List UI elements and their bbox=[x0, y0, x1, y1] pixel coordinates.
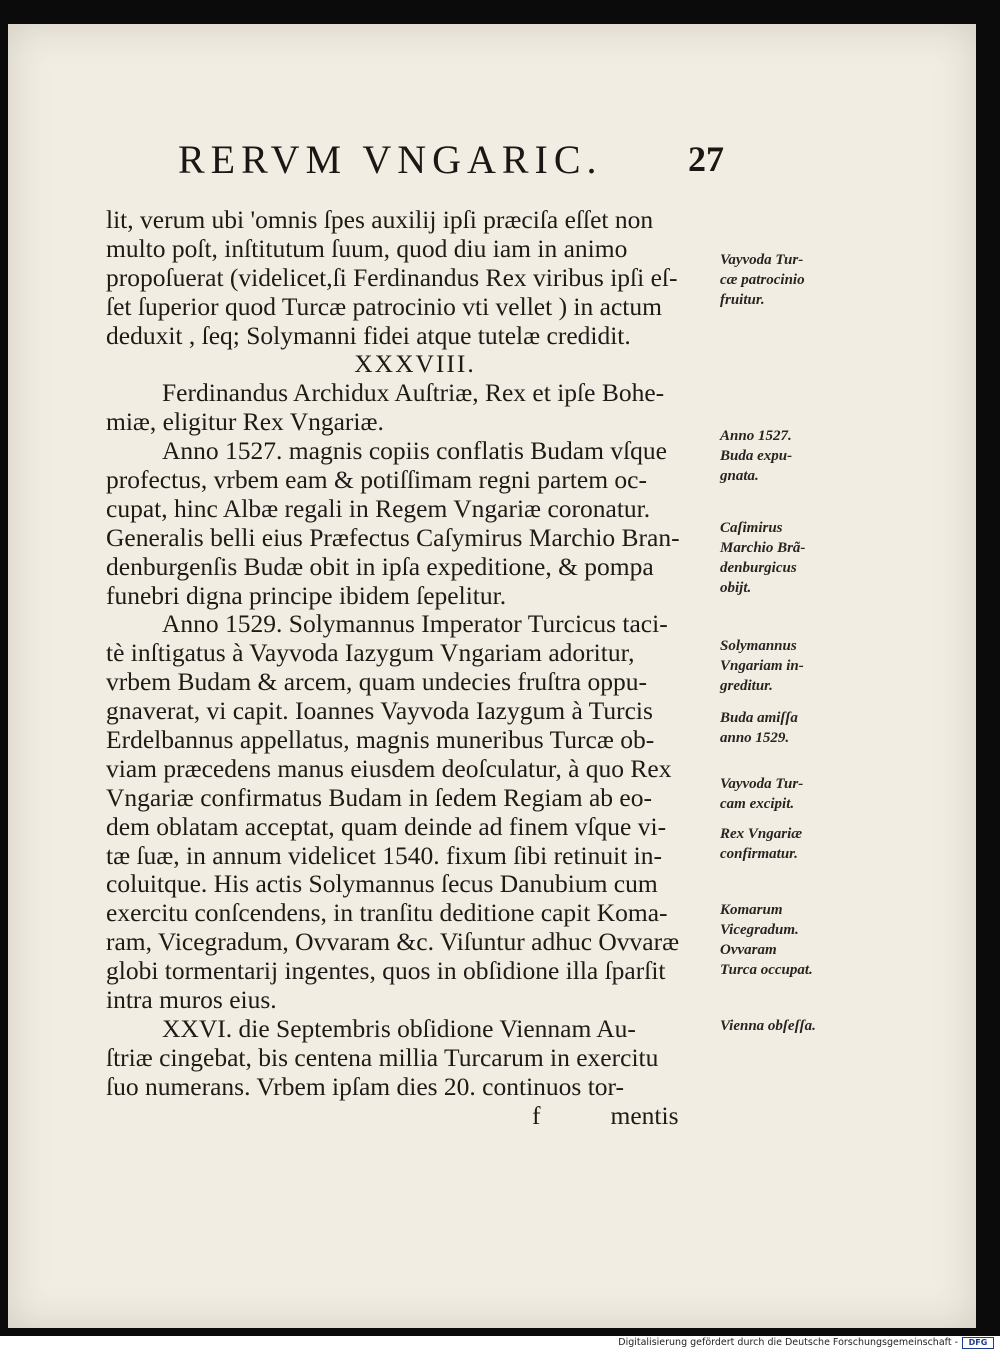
marginal-note: Rex Vngariæ confirmatur. bbox=[720, 826, 803, 862]
text-line: ſtriæ cingebat, bis centena millia Turcarum in exercitu bbox=[106, 1043, 659, 1072]
marginal-note: Vayvoda Tur- cam excipit. bbox=[720, 776, 804, 812]
text-line: gnaverat, vi capit. Ioannes Vayvoda Iazygum à Turcis bbox=[106, 697, 653, 726]
section-number: XXXVIII. bbox=[354, 350, 476, 379]
text-line: miæ, eligitur Rex Vngariæ. bbox=[106, 408, 384, 437]
text-line: Anno 1529. Solymannus Imperator Turcicus taci- bbox=[162, 610, 668, 639]
text-line: Generalis belli eius Præfectus Caſymirus Marchio Bran- bbox=[106, 523, 680, 552]
text-line: viam præcedens manus eiusdem deoſculatur, à quo Rex bbox=[106, 754, 672, 783]
text-line: Vngariæ confirmatus Budam in ſedem Regiam ab eo- bbox=[106, 783, 652, 812]
marginal-note: Komarum Vicegradum. Ovvaram Turca occupat. bbox=[720, 902, 813, 978]
funding-credit: Digitalisierung gefördert durch die Deutsche Forschungsgemeinschaft - bbox=[618, 1337, 958, 1348]
text-line: Erdelbannus appellatus, magnis muneribus Turcæ ob- bbox=[106, 726, 655, 755]
text-line: vrbem Budam & arcem, quam undecies fruſtra oppu- bbox=[106, 668, 647, 697]
page-number: 27 bbox=[688, 139, 724, 179]
marginal-note: Anno 1527. Buda expu- gnata. bbox=[720, 428, 793, 484]
marginal-note: Solymannus Vngariam in- greditur. bbox=[720, 638, 804, 694]
text-line: intra muros eius. bbox=[106, 986, 277, 1015]
text-line: Ferdinandus Archidux Auſtriæ, Rex et ipſe Bohe- bbox=[162, 379, 665, 408]
text-line: denburgenſis Budæ obit in ipſa expeditione, & pompa bbox=[106, 552, 654, 581]
signature-mark: f bbox=[532, 1101, 541, 1130]
catch-line bbox=[106, 1102, 724, 1131]
text-line: globi tormentarij ingentes, quos in obſidione illa ſparſit bbox=[106, 957, 666, 986]
text-line: profectus, vrbem eam & potiſſimam regni partem oc- bbox=[106, 466, 647, 495]
text-line: Anno 1527. magnis copiis conflatis Budam vſque bbox=[162, 437, 667, 466]
text-line: tæ ſuæ, in annum videlicet 1540. fixum ſibi retinuit in- bbox=[106, 841, 662, 870]
marginal-note: Buda amiſſa anno 1529. bbox=[720, 710, 798, 746]
catchword: mentis bbox=[610, 1101, 679, 1130]
text-line: funebri digna principe ibidem ſepelitur. bbox=[106, 581, 507, 610]
text-line: dem oblatam acceptat, quam deinde ad finem vſque vi- bbox=[106, 812, 667, 841]
text-line: XXVI. die Septembris obſidione Viennam Au- bbox=[162, 1014, 636, 1043]
marginal-note: Vayvoda Tur- cæ patrocinio fruitur. bbox=[720, 252, 805, 308]
text-line: cupat, hinc Albæ regali in Regem Vngariæ coronatur. bbox=[106, 494, 651, 523]
text-line: deduxit , ſeq; Solymanni fidei atque tutelæ credidit. bbox=[106, 321, 631, 350]
main-text-block bbox=[106, 206, 724, 1131]
running-head: RERVM VNGARIC. bbox=[178, 137, 603, 182]
text-line: coluitque. His actis Solymannus ſecus Danubium cum bbox=[106, 870, 658, 899]
text-line: exercitu conſcendens, in tranſitu deditione capit Koma- bbox=[106, 899, 668, 928]
text-line: ſuo numerans. Vrbem ipſam dies 20. continuos tor- bbox=[106, 1072, 625, 1101]
digitization-footer bbox=[0, 1336, 1000, 1352]
text-line: ſet ſuperior quod Turcæ patrocinio vti vellet ) in actum bbox=[106, 292, 662, 321]
text-line: tè inſtigatus à Vayvoda Iazygum Vngariam adoritur, bbox=[106, 639, 635, 668]
text-line: multo poſt, inſtitutum ſuum, quod diu iam in animo bbox=[106, 234, 628, 263]
marginal-note: Caſimirus Marchio Brã- denburgicus obijt. bbox=[720, 520, 806, 596]
dfg-logo[interactable]: DFG bbox=[962, 1337, 994, 1349]
marginal-note: Vienna obſeſſa. bbox=[720, 1018, 816, 1034]
text-line: lit, verum ubi 'omnis ſpes auxilij ipſi præciſa eſſet non bbox=[106, 206, 654, 234]
text-line: propoſuerat (videlicet,ſi Ferdinandus Rex viribus ipſi eſ- bbox=[106, 263, 678, 292]
text-line: ram, Vicegradum, Ovvaram &c. Viſuntur adhuc Ovvaræ bbox=[106, 928, 680, 957]
book-page bbox=[8, 24, 976, 1328]
